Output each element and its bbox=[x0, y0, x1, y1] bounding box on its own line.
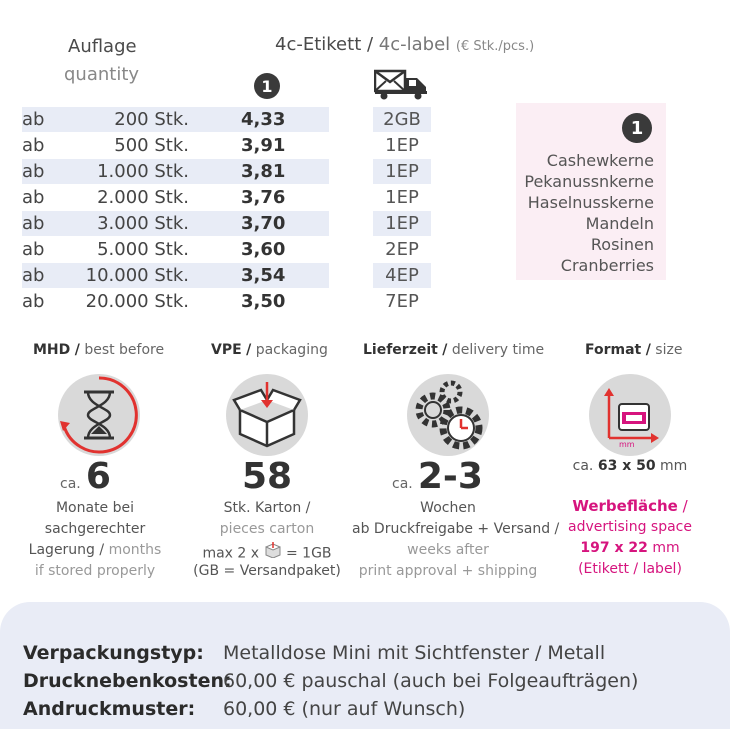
hourglass-icon bbox=[58, 374, 140, 456]
spec-row bbox=[23, 670, 638, 692]
lieferzeit-number: 2-3 bbox=[417, 456, 483, 497]
ship-value: 4EP bbox=[385, 265, 419, 286]
row-qty: 500 Stk. bbox=[114, 135, 189, 156]
vpe-line1: Stk. Karton / bbox=[223, 500, 311, 516]
gears-clock-icon bbox=[407, 374, 489, 456]
wf-title-en: advertising space bbox=[568, 519, 692, 535]
vpe-title-en: packaging bbox=[255, 342, 328, 358]
lieferzeit-title-en: delivery time bbox=[451, 342, 545, 358]
table-row bbox=[22, 185, 332, 210]
list-item: Cranberries bbox=[560, 256, 654, 275]
ship-value: 7EP bbox=[385, 291, 419, 312]
mhd-line1: Monate bei bbox=[55, 500, 135, 516]
mhd-heading: MHD / best before bbox=[33, 342, 165, 358]
label-heading-de: 4c-Etikett bbox=[275, 34, 362, 55]
table-row bbox=[22, 211, 332, 236]
vpe-number: 58 bbox=[242, 456, 293, 497]
ship-cell bbox=[373, 107, 431, 132]
list-item: Rosinen bbox=[590, 235, 654, 254]
lieferzeit-heading: Lieferzeit / delivery time bbox=[363, 342, 545, 358]
auflage-label: Auflage bbox=[68, 36, 137, 57]
row-ab: ab bbox=[22, 291, 45, 312]
row-qty: 5.000 Stk. bbox=[97, 239, 189, 260]
row-price: 3,91 bbox=[241, 135, 286, 156]
mhd-number: 6 bbox=[85, 456, 111, 497]
format-heading: Format / size bbox=[585, 342, 683, 358]
label-heading bbox=[275, 34, 534, 55]
table-row bbox=[22, 289, 332, 314]
envelope-truck-icon bbox=[374, 68, 429, 100]
vpe-line4: (GB = Versandpaket) bbox=[193, 563, 341, 579]
ship-value: 1EP bbox=[385, 161, 419, 182]
row-ab: ab bbox=[22, 187, 45, 208]
row-ab: ab bbox=[22, 239, 45, 260]
row-price: 3,81 bbox=[241, 161, 286, 182]
format-title-en: size bbox=[655, 342, 683, 358]
vpe-text bbox=[172, 498, 362, 582]
ship-cell bbox=[373, 237, 431, 262]
lieferzeit-text bbox=[352, 498, 560, 582]
table-row bbox=[22, 159, 332, 184]
row-qty: 10.000 Stk. bbox=[85, 265, 189, 286]
list-item: Pekanussnkerne bbox=[524, 172, 654, 191]
label-heading-en: 4c-label bbox=[378, 34, 451, 55]
vpe-heading: VPE / packaging bbox=[211, 342, 328, 358]
lieferzeit-value bbox=[392, 456, 483, 497]
row-price: 4,33 bbox=[241, 109, 286, 130]
vpe-line3a: max 2 x bbox=[202, 545, 260, 562]
ship-cell bbox=[373, 289, 431, 314]
spec-label: Drucknebenkosten: bbox=[23, 670, 232, 692]
table-row bbox=[22, 133, 332, 158]
specs-panel bbox=[0, 602, 730, 729]
quantity-label: quantity bbox=[64, 64, 140, 85]
row-qty: 1.000 Stk. bbox=[97, 161, 189, 182]
row-qty: 3.000 Stk. bbox=[97, 213, 189, 234]
ship-cell bbox=[373, 133, 431, 158]
contents-list bbox=[524, 150, 654, 276]
mhd-ca: ca. bbox=[60, 476, 81, 492]
vpe-line2: pieces carton bbox=[219, 521, 315, 537]
lieferzeit-line4: print approval + shipping bbox=[358, 563, 538, 579]
list-item: Mandeln bbox=[585, 214, 654, 233]
vpe-line3b: = 1GB bbox=[285, 545, 332, 562]
spec-label: Andruckmuster: bbox=[23, 698, 196, 720]
mhd-line2: sachgerechter bbox=[44, 521, 146, 537]
row-price: 3,70 bbox=[241, 213, 286, 234]
format-ca: ca. bbox=[572, 458, 594, 474]
spec-label: Verpackungstyp: bbox=[23, 642, 204, 664]
row-ab: ab bbox=[22, 135, 45, 156]
spec-value: Metalldose Mini mit Sichtfenster / Metall bbox=[223, 642, 606, 664]
ship-cell bbox=[373, 263, 431, 288]
row-qty: 2.000 Stk. bbox=[97, 187, 189, 208]
format-unit: mm bbox=[660, 458, 688, 474]
wf-dims: 197 x 22 bbox=[580, 540, 648, 556]
spec-value: 60,00 € (nur auf Wunsch) bbox=[223, 698, 466, 720]
lieferzeit-line2: ab Druckfreigabe + Versand / bbox=[352, 521, 560, 537]
label-heading-slash: / bbox=[366, 34, 374, 55]
row-price: 3,54 bbox=[241, 265, 286, 286]
format-werbeflaeche: Werbefläche / advertising space 197 x 22 mm (Etikett / label) bbox=[540, 496, 720, 580]
mhd-line4: if stored properly bbox=[34, 563, 156, 579]
ship-cell bbox=[373, 211, 431, 236]
list-item: Haselnusskerne bbox=[527, 193, 654, 212]
table-row bbox=[22, 107, 332, 132]
lieferzeit-title-de: Lieferzeit bbox=[363, 342, 438, 358]
mhd-line3-de: Lagerung bbox=[28, 542, 95, 558]
format-icon-unit: mm bbox=[619, 440, 635, 449]
list-item: Cashewkerne bbox=[546, 151, 654, 170]
table-row bbox=[22, 237, 332, 262]
ship-cell bbox=[373, 185, 431, 210]
row-qty: 200 Stk. bbox=[114, 109, 189, 130]
ship-value: 2EP bbox=[385, 239, 419, 260]
vpe-title-de: VPE bbox=[211, 342, 242, 358]
ship-value: 1EP bbox=[385, 135, 419, 156]
row-price: 3,50 bbox=[241, 291, 286, 312]
row-ab: ab bbox=[22, 213, 45, 234]
table-row bbox=[22, 263, 332, 288]
label-size-icon bbox=[589, 374, 671, 456]
ship-value: 2GB bbox=[383, 109, 421, 130]
ship-value: 1EP bbox=[385, 213, 419, 234]
mhd-title-de: MHD bbox=[33, 342, 71, 358]
mhd-text: Monate bei sachgerechter Lagerung / months if stored properly bbox=[0, 498, 190, 582]
spec-row bbox=[23, 642, 605, 664]
row-ab: ab bbox=[22, 265, 45, 286]
ship-value: 1EP bbox=[385, 187, 419, 208]
mhd-value bbox=[60, 456, 111, 497]
row-price: 3,76 bbox=[241, 187, 286, 208]
format-size bbox=[540, 456, 720, 477]
format-dims: 63 x 50 bbox=[597, 458, 656, 474]
wf-title-de: Werbefläche bbox=[572, 497, 678, 515]
wf-note: (Etikett / label) bbox=[578, 561, 682, 577]
format-title-de: Format bbox=[585, 342, 642, 358]
row-qty: 20.000 Stk. bbox=[85, 291, 189, 312]
spec-row bbox=[23, 698, 465, 720]
mhd-line3-en: months bbox=[108, 542, 162, 558]
contents-box bbox=[516, 103, 666, 280]
variant-marker-1: 1 bbox=[254, 73, 280, 99]
row-price: 3,60 bbox=[241, 239, 286, 260]
box-icon bbox=[226, 374, 308, 456]
row-ab: ab bbox=[22, 161, 45, 182]
mhd-title-en: best before bbox=[84, 342, 165, 358]
ship-cell bbox=[373, 159, 431, 184]
lieferzeit-line1: Wochen bbox=[420, 500, 476, 516]
price-unit: (€ Stk./pcs.) bbox=[455, 39, 535, 54]
wf-unit: mm bbox=[652, 540, 680, 556]
row-ab: ab bbox=[22, 109, 45, 130]
lieferzeit-ca: ca. bbox=[392, 476, 413, 492]
contents-marker: 1 bbox=[622, 113, 652, 143]
spec-value: 60,00 € pauschal (auch bei Folgeaufträgen) bbox=[223, 670, 639, 692]
lieferzeit-line3: weeks after bbox=[407, 542, 489, 558]
